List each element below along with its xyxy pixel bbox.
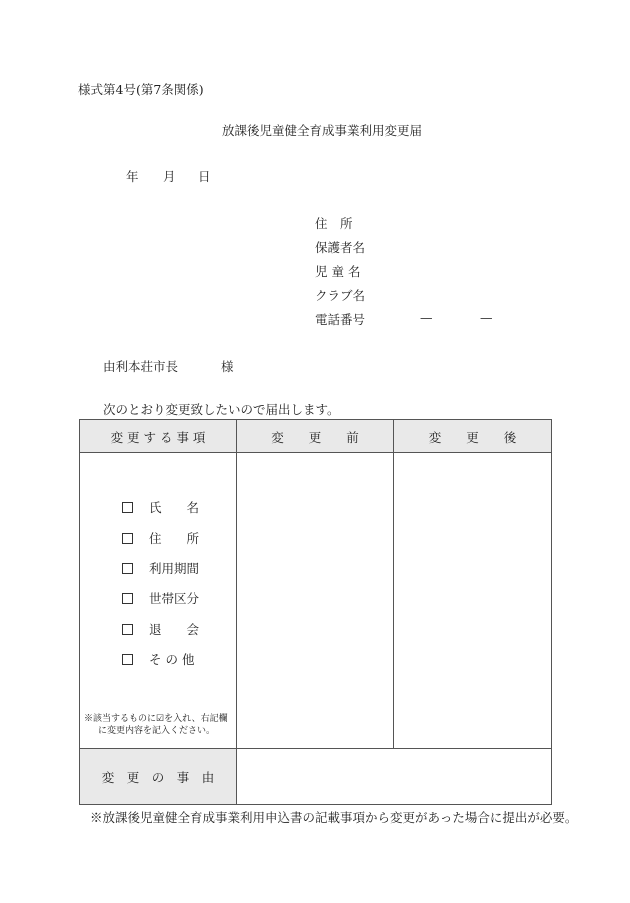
phone-label: 電話番号 [315, 312, 366, 327]
phone-dash-2: — [480, 310, 493, 325]
addressee-honorific: 様 [221, 359, 234, 374]
addressee-name: 由利本荘市長 [103, 359, 179, 374]
checkbox-row-withdrawal[interactable] [122, 620, 199, 638]
intro-text: 次のとおり変更致したいので届出します。 [103, 402, 340, 417]
table-border-top [79, 419, 552, 420]
table-border-right [551, 419, 552, 805]
checkbox-row-household[interactable] [122, 589, 199, 607]
child-name-label: 児 童 名 [315, 264, 361, 279]
before-input-area[interactable] [237, 453, 393, 748]
checkbox-row-name[interactable] [122, 498, 199, 516]
checkbox[interactable] [122, 654, 133, 665]
checkbox-label-address: 住 所 [149, 531, 200, 546]
address-label: 住 所 [315, 216, 353, 231]
date-year-label: 年 [126, 169, 139, 184]
checkbox[interactable] [122, 502, 133, 513]
table-note-line1: ※該当するものに☑を入れ、右記欄 [84, 714, 228, 724]
checkbox[interactable] [122, 563, 133, 574]
checkbox-label-withdrawal: 退 会 [149, 622, 200, 637]
checkbox-label-household: 世帯区分 [149, 591, 200, 606]
checkbox-row-other[interactable] [122, 650, 194, 668]
form-number: 様式第4号(第7条関係) [78, 82, 204, 97]
checkbox-label-other: そ の 他 [149, 652, 195, 667]
col-header-item: 変 更 す る 事 項 [110, 430, 206, 445]
phone-dash-1: — [420, 310, 433, 325]
checkbox-label-name: 氏 名 [149, 500, 200, 515]
table-note-line2: に変更内容を記入ください。 [98, 726, 216, 736]
after-input-area[interactable] [394, 453, 551, 748]
checkbox[interactable] [122, 533, 133, 544]
checkbox-row-address[interactable] [122, 529, 199, 547]
checkbox-row-period[interactable] [122, 559, 199, 577]
checkbox-label-period: 利用期間 [149, 561, 200, 576]
guardian-name-label: 保護者名 [315, 240, 366, 255]
table-border-bottom [79, 804, 552, 805]
col-header-before: 変 更 前 [271, 430, 359, 445]
checkbox[interactable] [122, 624, 133, 635]
date-day-label: 日 [198, 169, 211, 184]
footnote: ※放課後児童健全育成事業利用申込書の記載事項から変更があった場合に提出が必要。 [90, 810, 578, 825]
club-name-label: クラブ名 [315, 288, 366, 303]
reason-input-area[interactable] [237, 749, 551, 804]
reason-label: 変 更 の 事 由 [101, 770, 215, 785]
date-month-label: 月 [163, 169, 176, 184]
col-header-after: 変 更 後 [428, 430, 517, 445]
form-title: 放課後児童健全育成事業利用変更届 [222, 123, 423, 138]
table-border-left [79, 419, 80, 805]
checkbox[interactable] [122, 593, 133, 604]
